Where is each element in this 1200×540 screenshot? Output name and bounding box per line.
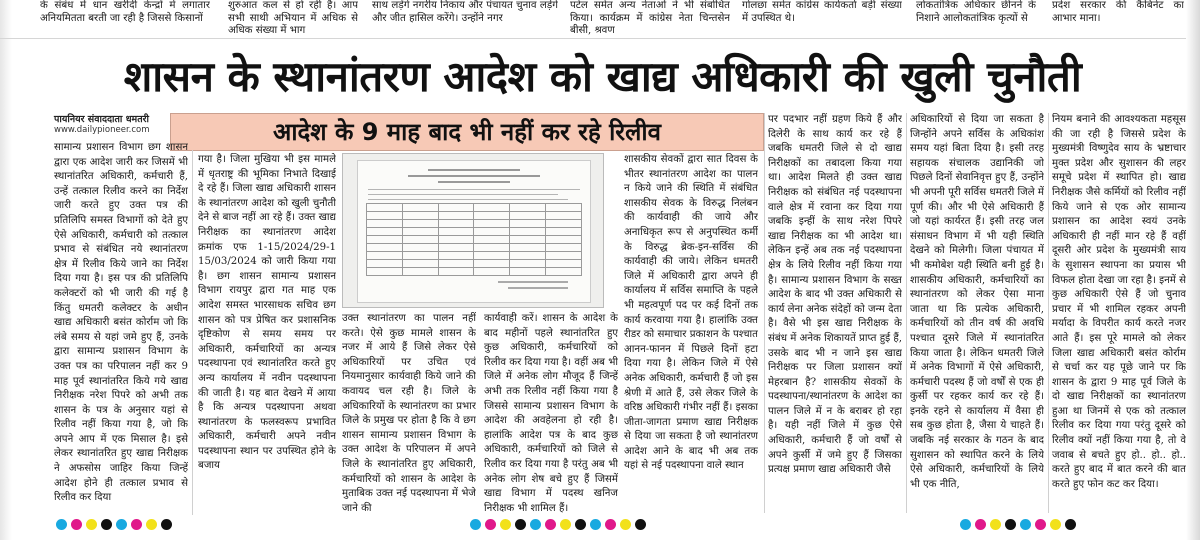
column-rule bbox=[764, 113, 765, 513]
page-edge-shadow bbox=[1186, 0, 1200, 540]
column-rule bbox=[906, 113, 907, 513]
column-rule bbox=[1048, 113, 1049, 513]
article-column-8: नियम बनाने की आवश्यकता महसूस की जा रही है जिससे प्रदेश के मुख्यमंत्री विष्णुदेव साय के भ्रष्टाचार मुक्त प्रदेश और सुशासन की लहर समूचे प्रदेश में स्थापित हो। खाद्य निरीक्षक जैसे कर्मियों को रिलीव नहीं किये जाने से एक ओर सामान्य प्रशासन का आदेश स्वयं उनके अधिकारी ही नहीं मान रहे हैं वहीं दूसरी ओर प्रदेश के मुख्यमंत्री साय के सुशासन स्थापना का प्रयास भी विफल होता देखा जा रहा है। इनमें से कुछ अधिकारी ऐसे हैं जो चुनाव प्रचार में भी शामिल रहकर अपनी मर्यादा के विपरीत कार्य करते नजर आते हैं। इस पूरे मामले को लेकर जिला खाद्य अधिकारी बसंत कोर्राम से चर्चा कर यह पूछे जाने पर कि शासन के द्वारा 9 माह पूर्व जिले के दो खाद्य निरीक्षकों का स्थानांतरण हुआ था जिनमें से एक को तत्काल रिलीव कर दिया गया परंतु दूसरे को रिलीव क्यों नहीं किया गया है, तो वे जवाब से बचते हुए हो.. हो.. हो.. करते हुए बाद में बात करने की बात करते हुए फोन कट कर दिया। bbox=[1052, 114, 1186, 490]
article-column-5: शासकीय सेवकों द्वारा सात दिवस के भीतर स्थानांतरण आदेश का पालन न किये जाने की स्थिति में संबंधित शासकीय सेवक के विरुद्ध निलंबन की कार्यवाही की जाये और अनाधिकृत रूप से अनुपस्थित कर्मी के विरुद्ध ब्रेक-इन-सर्विस की कार्यवाही की जाये। लेकिन धमतरी जिले में अधिकारी द्वारा अपने ही कार्यालय में सर्विस समाप्ति के पहले भी महत्वपूर्ण पद पर कई दिनों तक कार्य करवाया गया है। हालांकि उक्त रीडर को समाचार प्रकाशन के पश्चात आनन-फानन में पिछले दिनों हटा दिया गया है। लेकिन जिले में ऐसे अनेक अधिकारी, कर्मचारी हैं जो इस श्रेणी में आते हैं, उसे लेकर जिले के वरिष्ठ अधिकारी गंभीर नहीं हैं। इसका जीता-जागता प्रमाण खाद्य निरीक्षक से दिया जा सकता है जो स्थानांतरण आदेश आने के बाद भी अब तक यहां से नई पदस्थापना वाले स्थान bbox=[624, 154, 758, 472]
strip-col-7: प्रदेश सरकार की कैबिनेट का आभार माना। bbox=[1052, 0, 1184, 24]
byline: पायनियर संवाददाता धमतरी bbox=[54, 114, 149, 125]
print-registration-marks bbox=[960, 519, 1076, 531]
article-column-2: गया है। जिला मुखिया भी इस मामले में धृतराष्ट्र की भूमिका निभाते दिखाई दे रहे हैं। जिला खाद्य अधिकारी शासन के स्थानांतरण आदेश को खुली चुनौती देने से बाज नहीं आ रहे हैं। उक्त खाद्य निरीक्षक का स्थानांतरण आदेश क्रमांक एफ 1-15/2024/29-1 15/03/2024 को जारी किया गया है। छग शासन सामान्य प्रशासन विभाग रायपुर द्वारा गत माह एक आदेश समस्त भारसाधक सचिव छग शासन को पत्र प्रेषित कर प्रशासनिक दृष्टिकोण से समय समय पर अधिकारी, कर्मचारियों का अन्यत्र पदस्थापना एवं स्थानांतरित करते हुए अन्य कार्यालय में नवीन पदस्थापना की जाती है। यह बात देखने में आया है कि अन्यत्र पदस्थापना अथवा स्थानांतरण के फलस्वरूप प्रभावित अधिकारी, कर्मचारी अपने नवीन पदस्थापना स्थान पर उपस्थित होने के बजाय bbox=[198, 154, 336, 472]
document-table bbox=[366, 203, 582, 276]
article-column-1: सामान्य प्रशासन विभाग छग शासन द्वारा एक आदेश जारी कर जिसमें भी स्थानांतरित अधिकारी, कर्मचारी हैं, उन्हें तत्काल रिलीव करने का निर्देश जारी करते हुए उक्त पत्र की प्रतिलिपि समस्त विभागों को देते हुए ऐसे अधिकारी, कर्मचारी को तत्काल प्रभाव से संबंधित नये स्थानांतरण क्षेत्र में रिलीव किये जाने का निर्देश दिया गया है। इस पत्र की प्रतिलिपि कलेक्टरों को भी जारी की गई है किंतु धमतरी कलेक्टर के अधीन खाद्य अधिकारी बसंत कोर्राम जो कि लंबे समय से यहां जमे हुए हैं, उनके द्वारा सामान्य प्रशासन विभाग के उक्त पत्र का परिपालन नहीं कर 9 माह पूर्व स्थानांतरित किये गये खाद्य निरीक्षक नरेश पिपरे को अभी तक शासन के पत्र के अनुसार यहां से रिलीव नहीं किया गया है, जो कि अपने आप में एक मिसाल है। इसे लेकर स्थानांतरित हुए खाद्य निरीक्षक ने अफसोस जाहिर किया जिन्हें आदेश होने ही तत्काल प्रभाव से रिलीव कर दिया bbox=[54, 142, 188, 504]
strip-col-5: गोलछा समेत कांग्रेस कार्यकर्ता बड़ी संख्या में उपस्थित थे। bbox=[742, 0, 902, 24]
page-fold-shadow bbox=[0, 0, 12, 540]
article-column-3: उक्त स्थानांतरण का पालन नहीं करते। ऐसे कुछ मामले शासन के नजर में आये हैं जिसे लेकर ऐसे अधिकारियों पर उचित एवं नियमानुसार कार्यवाही किये जाने की कवायद चल रही है। जिले के अधिकारियों के स्थानांतरण का प्रभार जिले के प्रमुख पर होता है कि वे छग शासन सामान्य प्रशासन विभाग के उक्त आदेश के परिपालन में अपने जिले के स्थानांतरित हुए अधिकारी, कर्मचारियों को शासन के आदेश के मुताबिक उक्त नई पदस्थापना में भेजे जाने की bbox=[342, 313, 476, 513]
print-registration-marks bbox=[470, 519, 646, 531]
strip-col-3: साथ लड़ेंगे नगरीय निकाय और पंचायत चुनाव लड़ेंगे और जीत हासिल करेंगे। उन्होंने नगर bbox=[372, 0, 558, 24]
strip-col-4: पटेल समेत अन्य नेताओं ने भी संबोधित किया। कार्यक्रम में कांग्रेस नेता चिन्तसेन बीसी, श्रवण bbox=[570, 0, 730, 36]
article-subheadline: आदेश के 9 माह बाद भी नहीं कर रहे रिलीव bbox=[170, 113, 764, 151]
column-rule bbox=[192, 150, 193, 515]
article-headline: शासन के स्थानांतरण आदेश को खाद्य अधिकारी की खुली चुनौती bbox=[123, 52, 1082, 101]
article-column-6: पर पदभार नहीं ग्रहण किये हैं और दिलेरी के साथ कार्य कर रहे हैं जबकि धमतरी जिले से दो खाद्य निरीक्षकों का तबादला किया गया था। आदेश मिलते ही उक्त खाद्य निरीक्षक को संबंधित नई पदस्थापना वाले क्षेत्र में रवाना कर दिया गया जबकि इन्हीं के साथ नरेश पिपरे खाद्य निरीक्षक का भी आदेश था। लेकिन इन्हें अब तक नई पदस्थापना क्षेत्र के लिये रिलीव नहीं किया गया है। सामान्य प्रशासन विभाग के सख्त आदेश के बाद भी उक्त अधिकारी से कार्य लेना अनेक संदेहों को जन्म देता है। वैसे भी इस खाद्य निरीक्षक के संबंध में अनेक शिकायतें प्राप्त हुई हैं, उसके बाद भी न जाने इस खाद्य निरीक्षक पर जिला प्रशासन क्यों मेहरबान है? शासकीय सेवकों के पदस्थापना/स्थानांतरण के आदेश का पालन जिले में न के बराबर हो रहा है। यही नहीं जिले में कुछ ऐसे अधिकारी, कर्मचारी हैं जो वर्षों से अपने कुर्सी में जमे हुए हैं जिसका प्रत्यक्ष प्रमाण खाद्य अधिकारी जैसे bbox=[768, 114, 902, 476]
print-registration-marks bbox=[56, 519, 172, 531]
strip-col-6: लोकतांत्रिक अधिकार छीनने के निशाने आलोकतांत्रिक कृत्यों से bbox=[916, 0, 1036, 24]
website: www.dailypioneer.com bbox=[54, 125, 150, 135]
strip-col-2: शुरुआत कल से हो रही है। आप सभी साथी अभियान में अधिक से अधिक संख्या में भाग bbox=[228, 0, 358, 36]
article-column-4: कार्यवाही करें। शासन के आदेश के बाद महीनों पहले स्थानांतरित हुए कुछ अधिकारी, कर्मचारियों को रिलीव कर दिया गया है। वहीं अब भी जिले में अनेक लोग मौजूद हैं जिन्हें अभी तक रिलीव नहीं किया गया है जिससे सामान्य प्रशासन विभाग के आदेश की अवहेलना हो रही है। हालांकि आदेश पत्र के बाद कुछ अधिकारी, कर्मचारियों को जिले से रिलीव कर दिया गया है परंतु अब भी अनेक लोग शेष बचे हुए हैं जिसमें खाद्य विभाग में पदस्थ खनिज निरीक्षक भी शामिल हैं। bbox=[484, 313, 618, 513]
article-column-7: अधिकारियों से दिया जा सकता है जिन्होंने अपने सर्विस के अधिकांश समय यहां बिता दिया है। इसी तरह सहायक संचालक उद्यानिकी जो पिछले दिनों सेवानिवृत्त हुए हैं, उन्होंने भी अपनी पूरी सर्विस धमतरी जिले में पूर्ण की। और भी ऐसे अधिकारी हैं जो यहां कार्यरत हैं। इसी तरह जल संसाधन विभाग में भी यही स्थिति देखने को मिलेगी। जिला पंचायत में भी कमोबेश यही स्थिति बनी हुई है। शासकीय अधिकारी, कर्मचारियों का स्थानांतरण को लेकर ऐसा माना जाता था कि प्रत्येक अधिकारी, कर्मचारियों को तीन वर्ष की अवधि पश्चात दूसरे जिले में स्थानांतरित किया जाता है। लेकिन धमतरी जिले में अनेक विभागों में ऐसे अधिकारी, कर्मचारी पदस्थ हैं जो वर्षों से एक ही कुर्सी पर रहकर कार्य कर रहे हैं। इनके रहने से कार्यालय में वैसा ही सब कुछ होता है, जैसा ये चाहते हैं। जबकि नई सरकार के गठन के बाद सुशासन को स्थापित करने के लिये ऐसे अधिकारी, कर्मचारियों के लिये भी एक नीति, bbox=[910, 114, 1044, 490]
previous-article-strip bbox=[0, 0, 1200, 39]
order-document-photo bbox=[342, 153, 604, 308]
strip-col-1: के संबंध में धान खरीदी केन्द्रों में लगातार अनियमितता बरती जा रही है जिससे किसानों bbox=[40, 0, 210, 24]
document-sheet bbox=[357, 160, 591, 303]
